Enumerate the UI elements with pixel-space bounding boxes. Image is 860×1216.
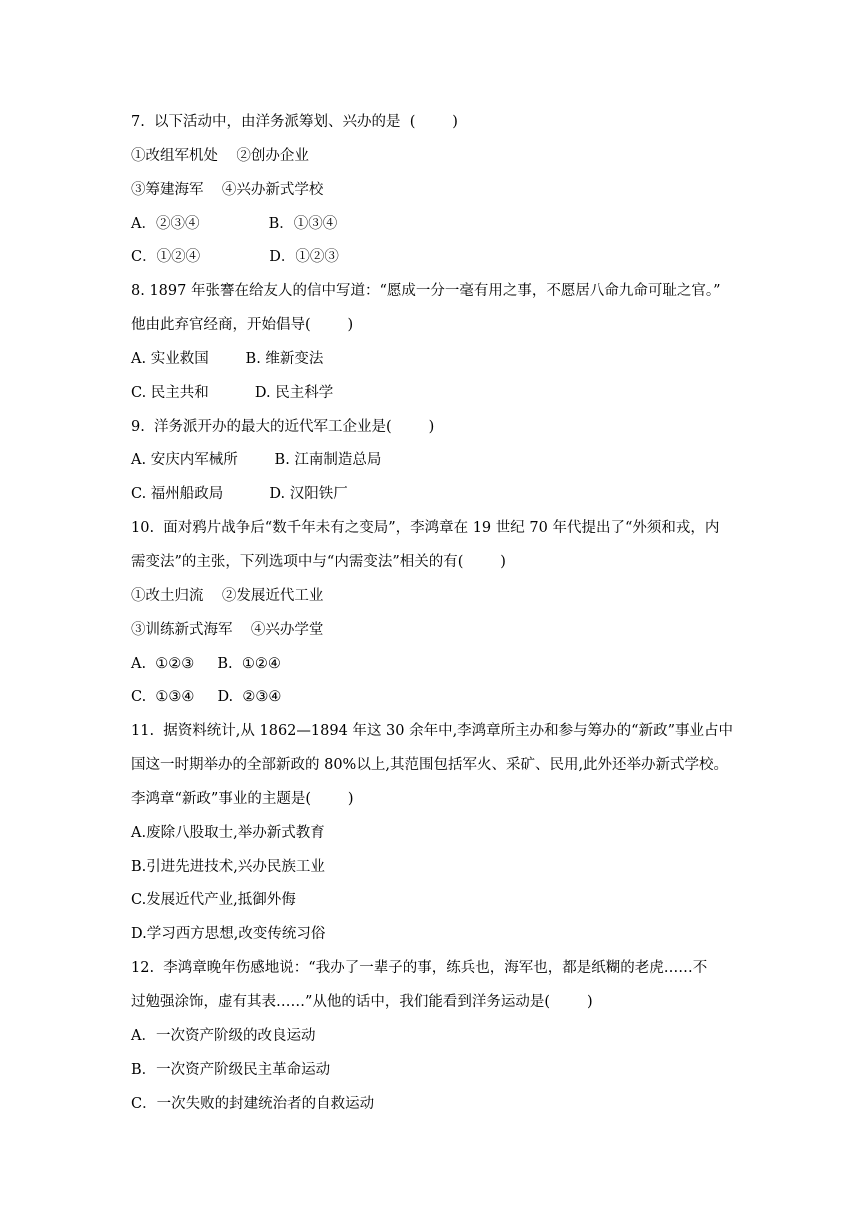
question-8-stem-line-2: 他由此弃官经商，开始倡导( ) — [131, 317, 354, 333]
question-10-statements-1: ①改土归流 ②发展近代工业 — [131, 588, 324, 604]
question-9-stem: 9. 洋务派开办的最大的近代军工企业是( ) — [131, 419, 435, 435]
question-12-stem-line-1: 12. 李鸿章晚年伤感地说：“我办了一辈子的事，练兵也，海军也，都是纸糊的老虎……不 — [131, 960, 708, 976]
question-10-stem-line-1: 10. 面对鸦片战争后“数千年未有之变局”，李鸿章在 19 世纪 70 年代提出了“外须和戎，内 — [131, 520, 720, 536]
question-10-options-ab: A. ①②③ B. ①②④ — [131, 656, 281, 672]
question-11-option-a: A.废除八股取士,举办新式教育 — [131, 825, 325, 841]
question-7-statements-1: ①改组军机处 ②创办企业 — [131, 148, 309, 164]
question-10-options-cd: C. ①③④ D. ②③④ — [131, 689, 282, 705]
question-11-option-d: D.学习西方思想,改变传统习俗 — [131, 926, 326, 942]
question-11-option-c: C.发展近代产业,抵御外侮 — [131, 892, 296, 908]
question-7-options-cd: C．①②④ D．①②③ — [131, 249, 339, 265]
question-10-stem-line-2: 需变法”的主张，下列选项中与“内需变法”相关的有( ) — [131, 554, 506, 570]
question-11-option-b: B.引进先进技术,兴办民族工业 — [131, 859, 325, 875]
question-8-options-ab: A. 实业救国 B. 维新变法 — [131, 351, 324, 367]
question-7-statements-2: ③筹建海军 ④兴办新式学校 — [131, 182, 324, 198]
question-11-stem-line-2: 国这一时期举办的全部新政的 80%以上,其范围包括军火、采矿、民用,此外还举办新式学校。 — [131, 757, 729, 773]
question-10-statements-2: ③训练新式海军 ④兴办学堂 — [131, 622, 324, 638]
question-8-stem-line-1: 8. 1897 年张謇在给友人的信中写道：“愿成一分一毫有用之事，不愿居八命九命可耻之官。” — [131, 283, 721, 299]
question-12-option-b: B．一次资产阶级民主革命运动 — [131, 1062, 331, 1078]
question-9-options-ab: A. 安庆内军械所 B. 江南制造总局 — [131, 452, 382, 468]
question-11-stem-line-1: 11. 据资料统计,从 1862—1894 年这 30 余年中,李鸿章所主办和参与筹办的“新政”事业占中 — [131, 723, 734, 739]
question-12-option-a: A．一次资产阶级的改良运动 — [131, 1028, 316, 1044]
question-7-options-ab: A．②③④ B．①③④ — [131, 216, 338, 232]
question-12-stem-line-2: 过勉强涂饰，虚有其表……”从他的话中，我们能看到洋务运动是( ) — [131, 994, 593, 1010]
question-12-option-c: C．一次失败的封建统治者的自救运动 — [131, 1096, 375, 1112]
question-7-stem: 7. 以下活动中，由洋务派筹划、兴办的是 ( ) — [131, 114, 458, 130]
question-8-options-cd: C. 民主共和 D. 民主科学 — [131, 385, 334, 401]
question-11-stem-line-3: 李鸿章“新政”事业的主题是( ) — [131, 791, 354, 807]
question-9-options-cd: C. 福州船政局 D. 汉阳铁厂 — [131, 486, 348, 502]
